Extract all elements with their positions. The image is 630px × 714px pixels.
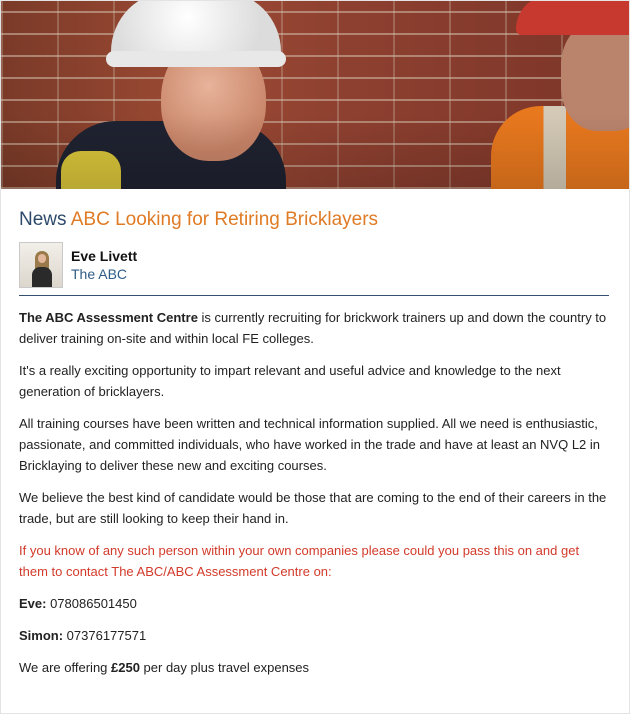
author-name[interactable]: Eve Livett	[71, 248, 138, 264]
avatar[interactable]	[19, 242, 63, 288]
paragraph-opportunity: It's a really exciting opportunity to impart relevant and useful advice and knowledge to the next generation of bricklayers.	[19, 363, 561, 399]
headline[interactable]: ABC Looking for Retiring Bricklayers	[70, 209, 379, 230]
company-name: The ABC Assessment Centre	[19, 310, 198, 325]
article-title	[19, 207, 378, 233]
author-organisation-link[interactable]: The ABC	[71, 266, 128, 282]
paragraph-contact-request: If you know of any such person within your own companies please could you pass this on and get them to contact The ABC/ABC Assessment Centre on:	[19, 543, 580, 579]
contact-simon-label: Simon:	[19, 628, 64, 643]
news-label: News	[19, 209, 67, 230]
article-body	[19, 307, 611, 689]
divider	[19, 295, 609, 296]
contact-eve	[19, 593, 611, 614]
contact-simon	[19, 625, 611, 646]
contact-eve-phone: 078086501450	[46, 596, 137, 611]
paragraph-courses: All training courses have been written and technical information supplied. All we need is enthusiastic, passionate, and committed individuals, who have worked in the trade and have at least an NVQ L2 in Bricklaying to deliver these new and exciting courses.	[19, 416, 601, 473]
offer-post: per day plus travel expenses	[139, 660, 310, 675]
paragraph-offer	[19, 657, 611, 678]
offer-pre: We are offering	[19, 660, 112, 675]
contact-eve-label: Eve:	[19, 596, 47, 611]
paragraph-candidate: We believe the best kind of candidate would be those that are coming to the end of their careers in the trade, but are still looking to keep their hand in.	[19, 490, 607, 526]
hero-image	[1, 1, 629, 189]
paragraph-intro-text: is currently recruiting for brickwork trainers up and down the country to deliver training on-site and within local FE colleges.	[19, 310, 607, 346]
offer-amount: £250	[111, 660, 140, 675]
contact-simon-phone: 07376177571	[63, 628, 147, 643]
paragraph-intro	[19, 307, 611, 349]
